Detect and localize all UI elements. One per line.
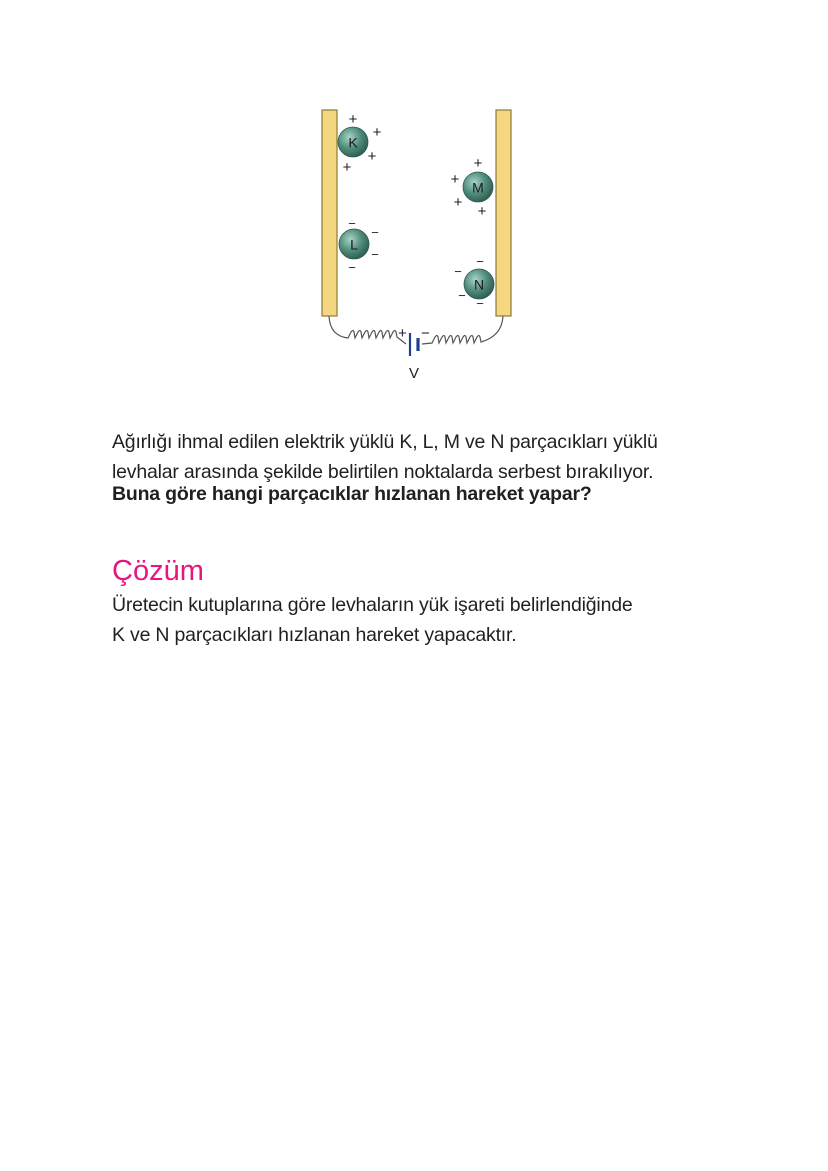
question-prompt: Buna göre hangi parçacıklar hızlanan hareket yapar? [112, 483, 592, 505]
charge-sign: + [453, 194, 463, 211]
particle-n [454, 254, 494, 311]
battery-label: V [408, 365, 420, 382]
particle-label: L [350, 236, 358, 253]
particle-label: N [473, 276, 485, 293]
charge-sign: + [372, 124, 382, 141]
battery-plus-sign: + [398, 325, 407, 342]
charge-sign: + [477, 203, 487, 220]
charge-sign: − [348, 260, 356, 275]
right-wire [422, 316, 503, 344]
question-text [112, 427, 722, 487]
right-plate [496, 110, 511, 316]
particle-label: K [348, 134, 358, 151]
charge-sign: − [371, 225, 379, 240]
particle-l [339, 216, 379, 275]
solution-text [112, 590, 722, 650]
particle-m [451, 155, 493, 220]
solution-heading: Çözüm [112, 555, 204, 587]
charge-sign: + [450, 171, 460, 188]
charge-sign: + [473, 155, 483, 172]
charge-sign: − [454, 264, 462, 279]
charged-plates-figure [300, 100, 540, 390]
charge-sign: − [476, 254, 484, 269]
charge-sign: − [458, 288, 466, 303]
left-wire [329, 316, 406, 344]
particle-label: M [472, 179, 484, 196]
charge-sign: − [348, 216, 356, 231]
charge-sign: + [348, 111, 358, 128]
charge-sign: + [367, 148, 377, 165]
question-line: Ağırlığı ihmal edilen elektrik yüklü K, L, M ve N parçacıkları yüklü [112, 431, 658, 453]
charge-sign: − [476, 296, 484, 311]
question-line: levhalar arasında şekilde belirtilen noktalarda serbest bırakılıyor. [112, 461, 654, 483]
solution-line: Üretecin kutuplarına göre levhaların yük işareti belirlendiğinde [112, 594, 633, 616]
left-plate [322, 110, 337, 316]
charge-sign: + [342, 159, 352, 176]
solution-line: K ve N parçacıkları hızlanan hareket yapacaktır. [112, 624, 517, 646]
battery-minus-sign: − [421, 325, 430, 342]
charge-sign: − [371, 247, 379, 262]
particle-k [338, 111, 382, 176]
